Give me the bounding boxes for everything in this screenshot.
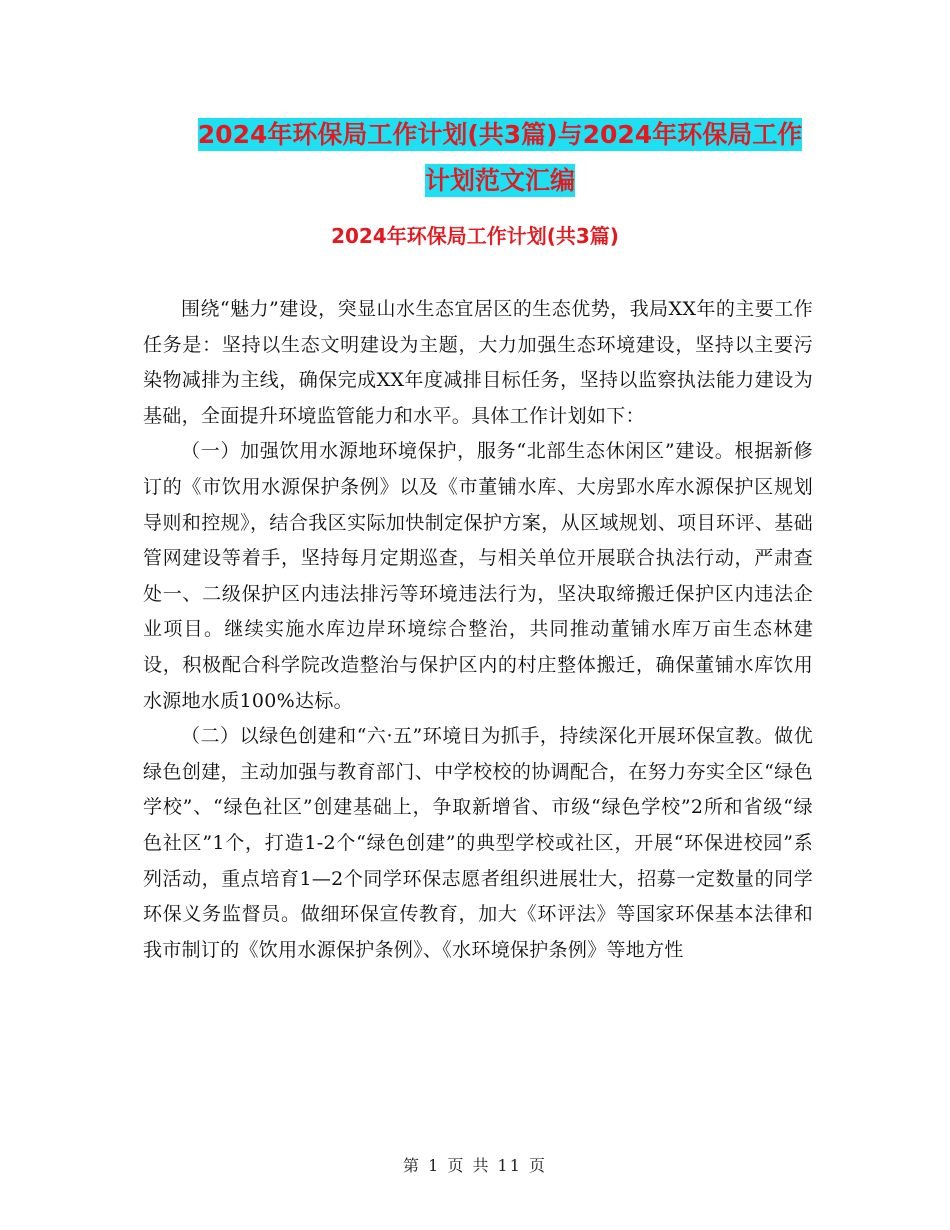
- document-body: [143, 292, 813, 968]
- document-title-line-2: 计划范文汇编: [424, 166, 575, 195]
- section-title: 2024年环保局工作计划(共3篇): [331, 224, 619, 248]
- paragraph-intro: 围绕“魅力”建设，突显山水生态宜居区的生态优势，我局XX年的主要工作任务是：坚持以生态文明建设为主题，大力加强生态环境建设，坚持以主要污染物减排为主线，确保完成XX年度减排目标任务，坚持以监察执法能力建设为基础，全面提升环境监管能力和水平。具体工作计划如下：: [143, 298, 813, 427]
- page-number-footer: 第 1 页 共 11 页: [403, 1156, 547, 1175]
- paragraph-item-1: （一）加强饮用水源地环境保护，服务“北部生态休闲区”建设。根据新修订的《市饮用水源保护条例》以及《市董铺水库、大房郢水库水源保护区规划导则和控规》，结合我区实际加快制定保护方案，从区域规划、项目环评、基础管网建设等着手，坚持每月定期巡查，与相关单位开展联合执法行动，严肃查处一、二级保护区内违法排污等环境违法行为，坚决取缔搬迁保护区内违法企业项目。继续实施水库边岸环境综合整治，共同推动董铺水库万亩生态林建设，积极配合科学院改造整治与保护区内的村庄整体搬迁，确保董铺水库饮用水源地水质100%达标。: [143, 440, 813, 712]
- document-title: [140, 112, 860, 204]
- document-title-line-1: 2024年环保局工作计划(共3篇)与2024年环保局工作: [197, 120, 803, 149]
- paragraph-item-2: （二）以绿色创建和“六·五”环境日为抓手，持续深化开展环保宣教。做优绿色创建，主动加强与教育部门、中学校校的协调配合，在努力夯实全区“绿色学校”、“绿色社区”创建基础上，争取新增省、市级“绿色学校”2所和省级“绿色社区”1个，打造1-2个“绿色创建”的典型学校或社区，开展“环保进校园”系列活动，重点培育1—2个同学环保志愿者组织进展壮大，招募一定数量的同学环保义务监督员。做细环保宣传教育，加大《环评法》等国家环保基本法律和我市制订的《饮用水源保护条例》、《水环境保护条例》等地方性: [143, 725, 813, 961]
